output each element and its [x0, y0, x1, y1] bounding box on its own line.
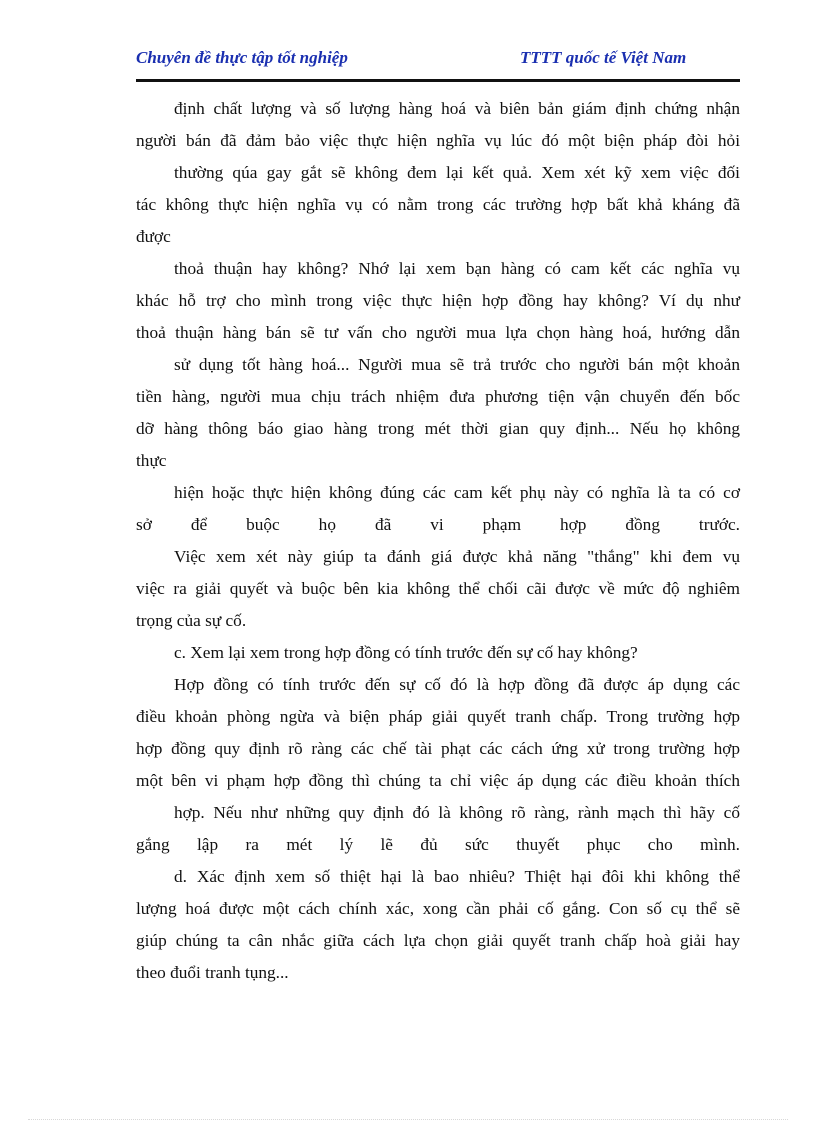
document-body	[136, 93, 740, 989]
header-rule	[136, 79, 740, 82]
text-line: tiền hàng, người mua chịu trách nhiệm đưa phương tiện vận chuyển đến bốc	[136, 387, 740, 406]
text-line: dỡ hàng thông báo giao hàng trong mét thời gian quy định... Nếu họ không	[136, 419, 740, 438]
text-line: việc ra giải quyết và buộc bên kia không thể chối cãi được về mức độ nghiêm	[136, 579, 740, 598]
text-line: thường qúa gay gắt sẽ không đem lại kết quả. Xem xét kỹ xem việc đối	[174, 163, 740, 182]
text-line: lượng hoá được một cách chính xác, xong cần phải cố gắng. Con số cụ thể sẽ	[136, 899, 740, 918]
text-line: thoả thuận hàng bán sẽ tư vấn cho người mua lựa chọn hàng hoá, hướng dẫn	[136, 323, 740, 342]
text-line: điều khoản phòng ngừa và biện pháp giải quyết tranh chấp. Trong trường hợp	[136, 707, 740, 726]
text-line: thực	[136, 451, 167, 470]
text-line: một bên vi phạm hợp đồng thì chúng ta chỉ việc áp dụng các điều khoản thích	[136, 771, 740, 790]
text-line: Việc xem xét này giúp ta đánh giá được khả năng "thắng" khi đem vụ	[174, 547, 740, 566]
text-line: gắng lập ra mét lý lẽ đủ sức thuyết phục cho mình.	[136, 835, 740, 854]
text-line: sử dụng tốt hàng hoá... Người mua sẽ trả trước cho người bán một khoản	[174, 355, 740, 374]
text-line: sở để buộc họ đã vi phạm hợp đồng trước.	[136, 515, 740, 534]
text-line: thoả thuận hay không? Nhớ lại xem bạn hàng có cam kết các nghĩa vụ	[174, 259, 740, 278]
section-heading: c. Xem lại xem trong hợp đồng có tính trước đến sự cố hay không?	[174, 643, 638, 662]
text-line: được	[136, 227, 171, 246]
page-header	[136, 48, 740, 74]
header-right-title: TTTT quốc tế Việt Nam	[520, 48, 687, 67]
text-line: d. Xác định xem số thiệt hại là bao nhiêu? Thiệt hại đôi khi không thể	[174, 867, 740, 886]
text-line: trọng của sự cố.	[136, 611, 247, 630]
header-left-title: Chuyên đề thực tập tốt nghiệp	[136, 48, 348, 67]
text-line: định chất lượng và số lượng hàng hoá và biên bản giám định chứng nhận	[174, 99, 740, 118]
text-line: theo đuổi tranh tụng...	[136, 963, 289, 982]
text-line: hợp. Nếu như những quy định đó là không rõ ràng, rành mạch thì hãy cố	[174, 803, 740, 822]
text-line: Hợp đồng có tính trước đến sự cố đó là hợp đồng đã được áp dụng các	[174, 675, 740, 694]
text-line: hợp đồng quy định rõ ràng các chế tài phạt các cách ứng xử trong trường hợp	[136, 739, 740, 758]
text-line: giúp chúng ta cân nhắc giữa cách lựa chọn giải quyết tranh chấp hoà giải hay	[136, 931, 740, 950]
text-line: người bán đã đảm bảo việc thực hiện nghĩa vụ lúc đó một biện pháp đòi hỏi	[136, 131, 740, 150]
text-line: hiện hoặc thực hiện không đúng các cam kết phụ này có nghĩa là ta có cơ	[174, 483, 740, 502]
text-line: khác hỗ trợ cho mình trong việc thực hiện hợp đồng hay không? Ví dụ như	[136, 291, 740, 310]
page-bottom-border	[28, 1119, 788, 1120]
text-line: tác không thực hiện nghĩa vụ có nằm trong các trường hợp bất khả kháng đã	[136, 195, 740, 214]
